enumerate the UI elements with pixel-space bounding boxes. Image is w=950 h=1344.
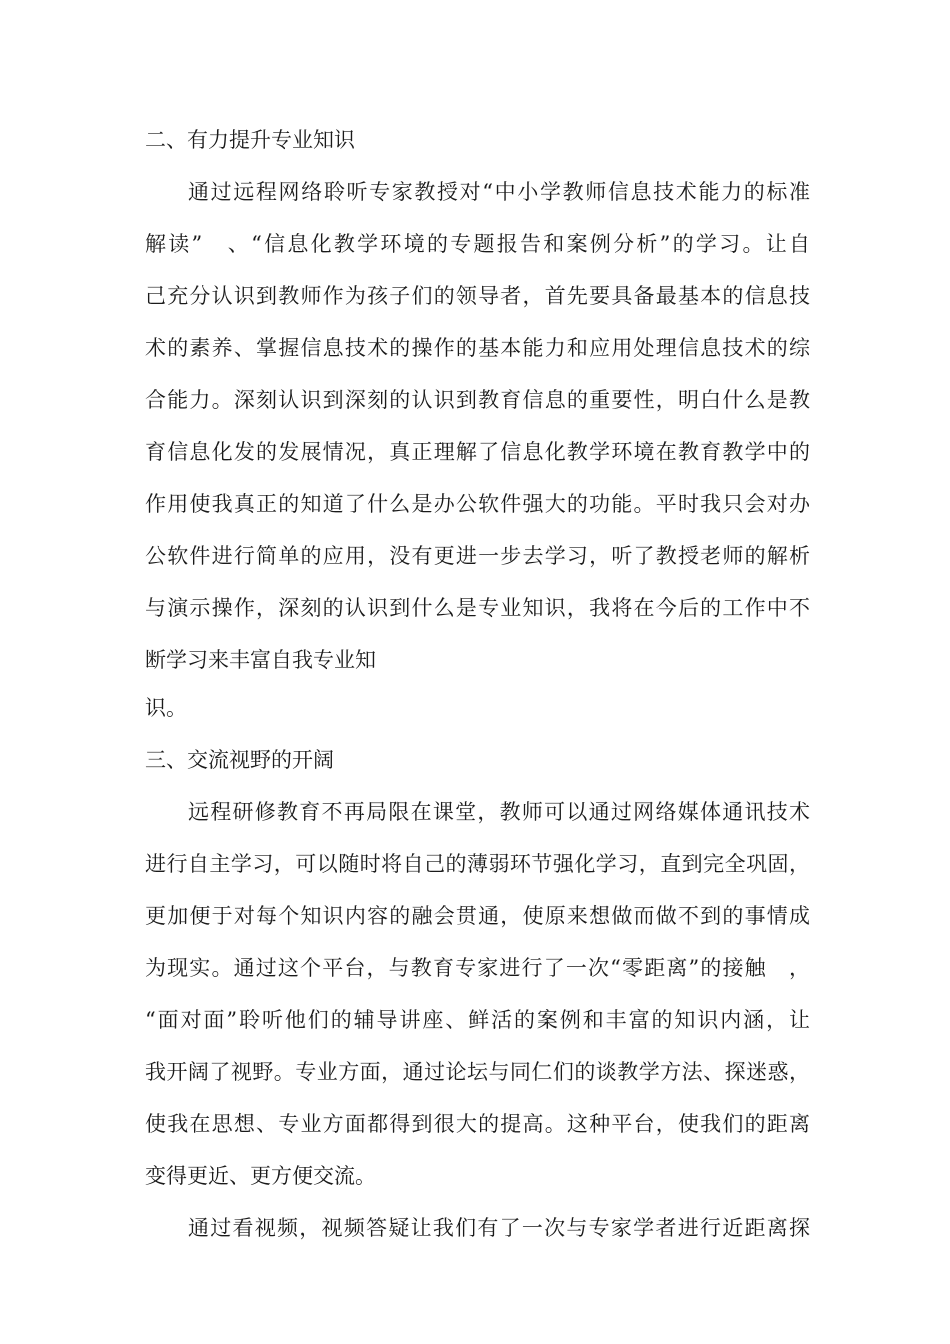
paragraph-line: 为现实。通过这个平台，与教育专家进行了一次“零距离”的接触 ， xyxy=(145,956,810,980)
paragraph-line: “面对面”聆听他们的辅导讲座、鲜活的案例和丰富的知识内涵，让 xyxy=(145,1008,810,1032)
paragraph-line: 术的素养、掌握信息技术的操作的基本能力和应用处理信息技术的综 xyxy=(145,336,810,360)
paragraph-line: 使我在思想、专业方面都得到很大的提高。这种平台，使我们的距离 xyxy=(145,1112,810,1136)
paragraph-line: 更加便于对每个知识内容的融会贯通，使原来想做而做不到的事情成 xyxy=(145,904,810,928)
paragraph-line: 合能力。深刻认识到深刻的认识到教育信息的重要性，明白什么是教 xyxy=(145,388,810,412)
paragraph-line: 远程研修教育不再局限在课堂，教师可以通过网络媒体通讯技术 xyxy=(188,800,810,824)
paragraph-line: 与演示操作，深刻的认识到什么是专业知识，我将在今后的工作中不 xyxy=(145,596,810,620)
paragraph-line: 育信息化发的发展情况，真正理解了信息化教学环境在教育教学中的 xyxy=(145,440,810,464)
paragraph-line: 通过远程网络聆听专家教授对“中小学教师信息技术能力的标准 xyxy=(188,180,810,204)
paragraph-line: 作用使我真正的知道了什么是办公软件强大的功能。平时我只会对办 xyxy=(145,492,810,516)
section-heading-2: 二、有力提升专业知识 xyxy=(145,128,355,152)
paragraph-line: 己充分认识到教师作为孩子们的领导者，首先要具备最基本的信息技 xyxy=(145,284,810,308)
paragraph-line: 识。 xyxy=(145,696,187,720)
paragraph-line: 断学习来丰富自我专业知 xyxy=(145,648,376,672)
paragraph-line: 解读” 、“信息化教学环境的专题报告和案例分析”的学习。让自 xyxy=(145,232,810,256)
section-heading-3: 三、交流视野的开阔 xyxy=(145,748,334,772)
paragraph-line: 通过看视频，视频答疑让我们有了一次与专家学者进行近距离探 xyxy=(188,1216,810,1240)
paragraph-line: 我开阔了视野。专业方面，通过论坛与同仁们的谈教学方法、探迷惑， xyxy=(145,1060,810,1084)
paragraph-line: 公软件进行简单的应用，没有更进一步去学习，听了教授老师的解析 xyxy=(145,544,810,568)
paragraph-line: 进行自主学习，可以随时将自己的薄弱环节强化学习，直到完全巩固， xyxy=(145,852,810,876)
paragraph-line: 变得更近、更方便交流。 xyxy=(145,1164,376,1188)
